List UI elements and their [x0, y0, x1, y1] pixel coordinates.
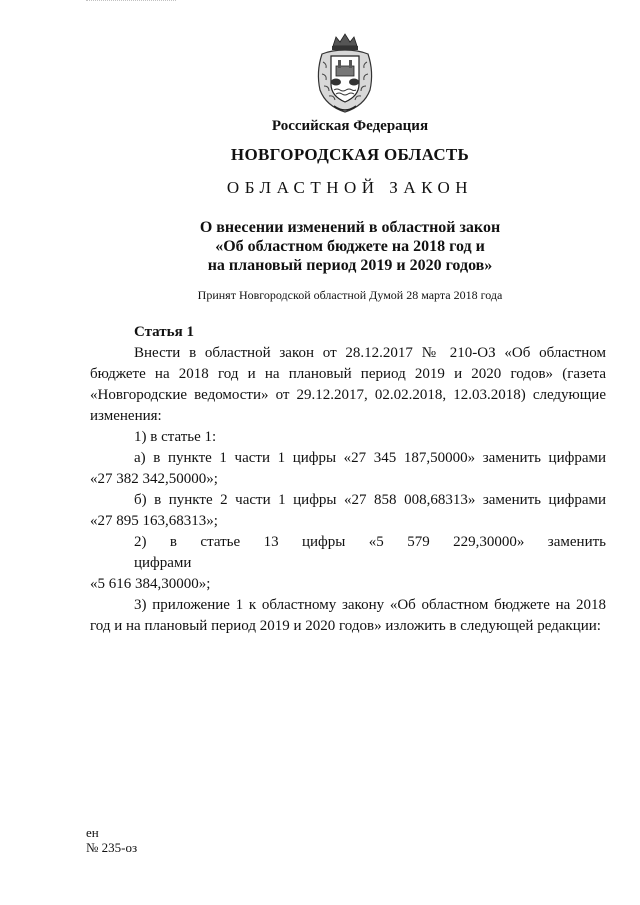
list-item — [90, 427, 606, 448]
text-line: «Новгородские ведомости» от 29.12.2017, 02.02.2018, 12.03.2018) следующие — [90, 387, 606, 403]
law-title-line: «Об областном бюджете на 2018 год и — [215, 238, 485, 255]
law-title-line: на плановый период 2019 и 2020 годов» — [207, 257, 493, 274]
list-item — [90, 448, 606, 490]
text-line: «27 895 163,68313»; — [90, 513, 218, 529]
text-line: изменения: — [90, 408, 162, 424]
text-line: «5 616 384,30000»; — [90, 576, 211, 592]
list-item — [90, 490, 606, 532]
coat-of-arms-icon — [314, 32, 376, 116]
text-line: б) в пункте 2 части 1 цифры «27 858 008,68313» заменить цифрами — [134, 492, 606, 508]
country-name: Российская Федерация — [271, 118, 429, 134]
text-line: а) в пункте 1 части 1 цифры «27 345 187,50000» заменить цифрами — [134, 450, 606, 466]
list-item — [90, 595, 606, 637]
footer-initials: ен — [86, 825, 99, 840]
scan-artifact-line — [86, 0, 176, 3]
document-type: ОБЛАСТНОЙ ЗАКОН — [226, 178, 474, 197]
article-heading: Статья 1 — [134, 324, 194, 340]
text-line: «27 382 342,50000»; — [90, 471, 218, 487]
footer-registration — [86, 825, 137, 855]
text-line: 3) приложение 1 к областному закону «Об областном бюджете на 2018 — [134, 597, 606, 613]
list-item — [90, 532, 606, 595]
article-body — [90, 343, 606, 637]
text-line: бюджете на 2018 год и на плановый период 2019 и 2020 годов» (газета — [90, 366, 606, 382]
law-title-line: О внесении изменений в областной закон — [199, 219, 501, 236]
adoption-note: Принят Новгородской областной Думой 28 марта 2018 года — [197, 288, 503, 302]
footer-number: № 235-оз — [86, 840, 138, 855]
article-intro — [90, 343, 606, 427]
text-line: 2) в статье 13 цифры «5 579 229,30000» заменить цифрами — [134, 534, 606, 571]
text-line: 1) в статье 1: — [134, 429, 217, 445]
text-line: Внести в областной закон от 28.12.2017 № 210-ОЗ «Об областном — [134, 345, 606, 361]
law-title — [0, 218, 640, 275]
region-name: НОВГОРОДСКАЯ ОБЛАСТЬ — [230, 145, 470, 164]
text-line: год и на плановый период 2019 и 2020 годов» изложить в следующей редакции: — [90, 618, 601, 634]
